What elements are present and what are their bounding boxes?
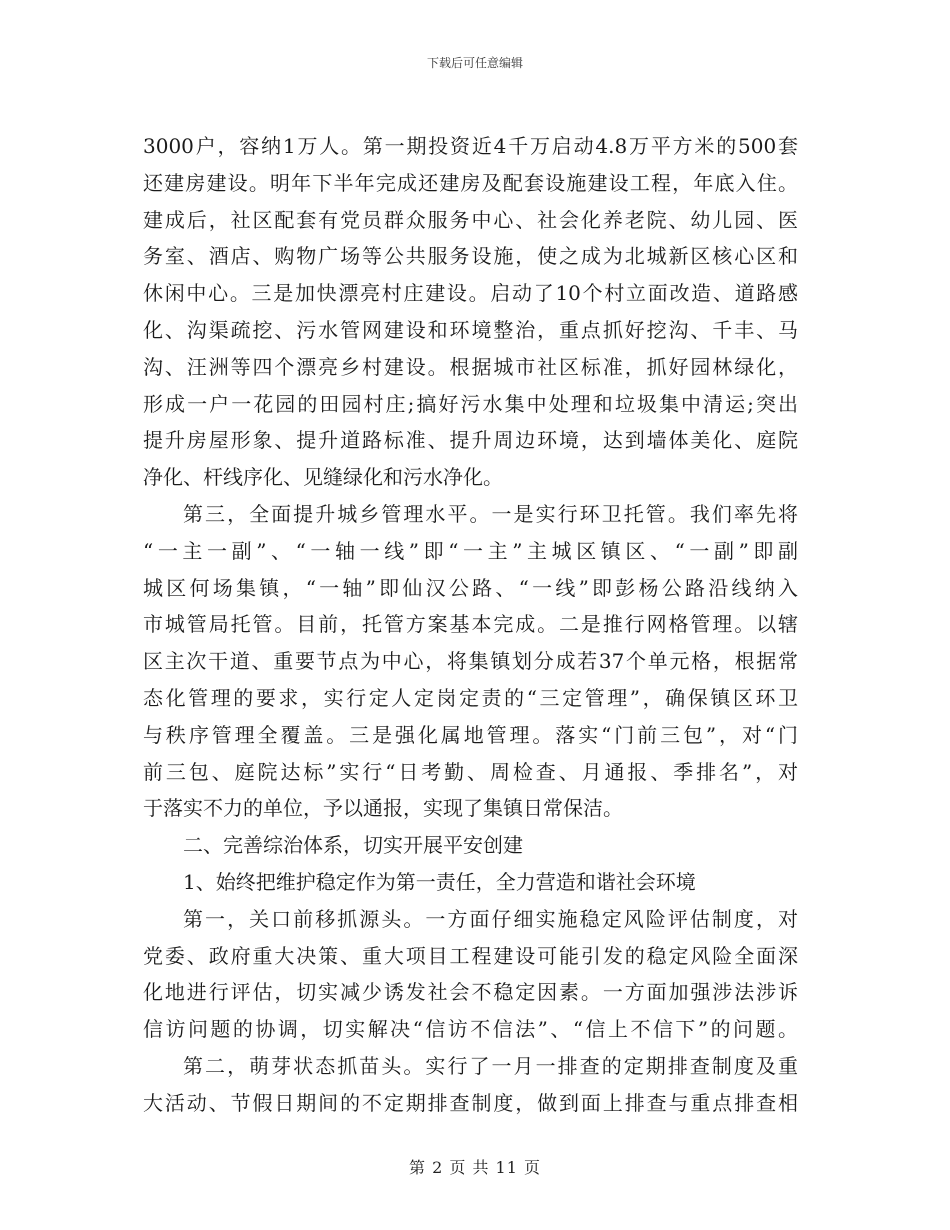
text-line: 态化管理的要求，实行定人定岗定责的“三定管理”，确保镇区环卫 bbox=[143, 685, 798, 710]
text-line: 大活动、节假日期间的不定期排查制度，做到面上排查与重点排查相 bbox=[143, 1090, 798, 1115]
text-line: “一主一副”、“一轴一线”即“一主”主城区镇区、“一副”即副 bbox=[143, 538, 798, 563]
text-line: 第一，关口前移抓源头。一方面仔细实施稳定风险评估制度，对 bbox=[183, 906, 798, 931]
text-line: 建成后，社区配套有党员群众服务中心、社会化养老院、幼儿园、医 bbox=[143, 207, 798, 232]
text-line: 化地进行评估，切实减少诱发社会不稳定因素。一方面加强涉法涉诉 bbox=[143, 980, 798, 1005]
text-line: 休闲中心。三是加快漂亮村庄建设。启动了10个村立面改造、道路感 bbox=[143, 281, 798, 306]
text-line: 前三包、庭院达标”实行“日考勤、周检查、月通报、季排名”，对 bbox=[143, 759, 798, 784]
text-line: 第二，萌芽状态抓苗头。实行了一月一排查的定期排查制度及重 bbox=[183, 1053, 798, 1078]
text-line: 净化、杆线序化、见缝绿化和污水净化。 bbox=[143, 465, 503, 490]
text-line: 还建房建设。明年下半年完成还建房及配套设施建设工程，年底入住。 bbox=[143, 170, 798, 195]
text-line: 党委、政府重大决策、重大项目工程建设可能引发的稳定风险全面深 bbox=[143, 943, 798, 968]
text-line: 化、沟渠疏挖、污水管网建设和环境整治，重点抓好挖沟、千丰、马 bbox=[143, 317, 798, 342]
text-line: 提升房屋形象、提升道路标准、提升周边环境，达到墙体美化、庭院 bbox=[143, 428, 798, 453]
text-line: 第三，全面提升城乡管理水平。一是实行环卫托管。我们率先将 bbox=[183, 501, 798, 526]
text-line: 务室、酒店、购物广场等公共服务设施，使之成为北城新区核心区和 bbox=[143, 244, 798, 269]
text-line: 于落实不力的单位，予以通报，实现了集镇日常保洁。 bbox=[143, 796, 623, 821]
text-line: 1、始终把维护稳定作为第一责任，全力营造和谐社会环境 bbox=[183, 869, 696, 894]
text-line: 与秩序管理全覆盖。三是强化属地管理。落实“门前三包”，对“门 bbox=[143, 722, 798, 747]
text-line: 3000户，容纳1万人。第一期投资近4千万启动4.8万平方米的500套 bbox=[143, 134, 798, 158]
text-line: 区主次干道、重要节点为中心，将集镇划分成若37个单元格，根据常 bbox=[143, 649, 798, 674]
text-line: 市城管局托管。目前，托管方案基本完成。二是推行网格管理。以辖 bbox=[143, 612, 798, 637]
page-header: 下载后可任意编辑 bbox=[426, 56, 523, 70]
page-number: 第 2 页 共 11 页 bbox=[409, 1158, 541, 1177]
text-line: 沟、汪洲等四个漂亮乡村建设。根据城市社区标准，抓好园林绿化， bbox=[143, 354, 798, 379]
text-line: 城区何场集镇，“一轴”即仙汉公路、“一线”即彭杨公路沿线纳入 bbox=[143, 575, 798, 600]
document-body bbox=[143, 128, 798, 1122]
text-line: 形成一户一花园的田园村庄;搞好污水集中处理和垃圾集中清运;突出 bbox=[143, 391, 798, 416]
text-line: 二、完善综治体系，切实开展平安创建 bbox=[183, 833, 523, 858]
text-line: 信访问题的协调，切实解决“信访不信法”、“信上不信下”的问题。 bbox=[143, 1017, 798, 1042]
